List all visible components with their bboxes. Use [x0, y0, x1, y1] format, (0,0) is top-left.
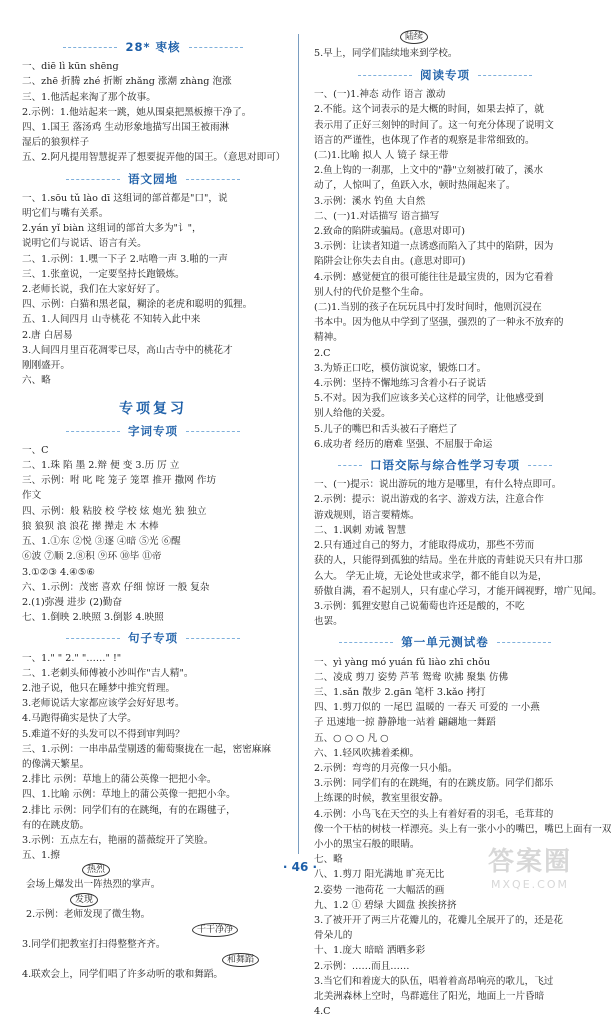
answer-line: 5.不对。因为我们应该多关心这样的同学，让他感受到 [314, 393, 544, 405]
answer-line: 二、1.示例：1.嘿一下子 2.咕噜一声 3.啪的一声 [22, 253, 228, 265]
answer-line: 4.马跑得确实是快了大学。 [22, 713, 137, 725]
answer-line: 的像满天繁星。 [22, 758, 90, 770]
answer-line: 四、示例：般 粘胶 校 学校 炫 炮光 独 独立 [22, 505, 207, 517]
answer-line: 3.当它们和着庞大的队伍，唱着着高昂响亮的歌儿，飞过 [314, 975, 554, 987]
page-number: · 46 · [282, 860, 318, 874]
answer-line: 四、1.国王 落汤鸡 生动形象地描写出国王被雨淋 [22, 122, 230, 134]
watermark-logo [470, 841, 590, 891]
answer-line: 5.儿子的嘴巴和舌头被石子磨烂了 [314, 423, 458, 435]
answer-line: 六、1.示例：茂密 喜欢 仔细 惊讶 一般 复杂 [22, 581, 210, 593]
section-title-zaohe: 28* 枣核 [22, 40, 284, 55]
answer-line: 2.姿势 一池荷花 一大幅活的画 [314, 884, 445, 896]
answer-line: 陷阱会让你失去自由。(意思对即可) [314, 256, 466, 268]
answer-line: 2.只有通过自己的努力，才能取得成功，那些不劳而 [314, 540, 535, 552]
section-title-kouyu: 口语交际与综合性学习专项 [314, 458, 576, 473]
answer-line: 一、(一)1.神态 动作 语言 激动 [314, 89, 446, 101]
answer-line: 一、diē lì kūn shēng [22, 61, 119, 73]
correction-text: 3.同学们把教室打扫得整整齐齐。 [22, 939, 166, 951]
answer-line: 动了，人惊叫了，鱼跃入水，顿时热闹起来了。 [314, 180, 516, 192]
answer-line: 2.示例：提示：说出游戏的名字、游戏方法，注意合作 [314, 494, 544, 506]
answer-line: 三、1.他活起来淘了那个故事。 [22, 91, 156, 103]
watermark-text: 答案圈 [487, 847, 572, 877]
answer-line: 子 迅速地一掠 静静地一站着 翩翩地一舞蹈 [314, 717, 496, 729]
answer-line: 2.池子说，他只在睡梦中推究哲理。 [22, 682, 176, 694]
answer-line: 4.示例：感觉便宜的很可能往往是最宝贵的，因为它看着 [314, 271, 554, 283]
answer-line: 3.了被开开了两三片花瓣儿的，花瓣儿全展开了的，还是花 [314, 914, 563, 926]
answer-line: 别人付的代价是整个生命。 [314, 286, 430, 298]
answer-line: ⑥波 ⑦顺 2.⑧积 ⑨环 ⑩毕 ⑪帝 [22, 551, 162, 563]
answer-line: 五、1.人间四月 山寺桃花 不知转入此中来 [22, 314, 201, 326]
answer-line: 三、示例：咐 叱 咤 笼子 笼罩 推开 撒网 作坊 [22, 475, 217, 487]
answer-line: 2.yán yǐ biàn 这组词的部首大多为"讠"， [22, 223, 202, 235]
answer-line: 四、示例：白猫和黑老鼠，糊涂的老虎和聪明的狐狸。 [22, 299, 253, 311]
answer-line: 明它们与嘴有关系。 [22, 208, 109, 220]
answer-line: 2.排比 示例：同学们有的在跳绳，有的在踢毽子， [22, 804, 236, 816]
answer-line: 七、略 [314, 854, 343, 866]
answer-line: 2.致命的陷阱或骗局。(意思对即可) [314, 226, 465, 238]
answer-line: 八、1.剪刀 阳光满地 旷亮无比 [314, 869, 445, 881]
section-body-yuedu [314, 87, 576, 452]
answer-line: 2.不能。这个词表示的是大概的时间，如果去掉了，就 [314, 104, 544, 116]
answer-line: 刚刚盛开。 [22, 360, 70, 372]
answer-line: 湿后的狼狈样子 [22, 137, 90, 149]
answer-line: 获的人，只能得到孤独的结局。坐在井底的青蛙说天只有井口那 [314, 555, 583, 567]
answer-line: 3.示例：五点左右，艳丽的蔷薇绽开了笑脸。 [22, 834, 214, 846]
answer-line: 七、1.倒映 2.映照 3.倒影 4.映照 [22, 612, 164, 624]
answer-line: 表示用了正好三刻钟的时间了。这一句充分体现了说明文 [314, 119, 554, 131]
section-body-zici [22, 443, 284, 625]
correction-3 [22, 923, 284, 953]
answer-line: 二、1.老刺头师傅被小沙叫作"吉人精"。 [22, 667, 194, 679]
answer-line: 狼 狼狈 浪 浪花 撵 撵走 木 木棒 [22, 520, 159, 532]
correction-bubble: 和舞蹈 [222, 953, 259, 967]
left-column [22, 34, 284, 983]
answer-line: 十、1.庞大 暗暗 洒晒多彩 [314, 945, 426, 957]
answer-line: 3.①②③ 4.④⑤⑥ [22, 566, 95, 578]
answer-line: 上练课的时候，教室里很安静。 [314, 793, 449, 805]
correction-text: 会场上爆发出一阵热烈的掌声。 [26, 879, 161, 891]
answer-line: 2.(1)弥漫 进步 (2)勤奋 [22, 596, 122, 608]
section-body-zaohe [22, 59, 284, 165]
answer-line: 精神。 [314, 332, 343, 344]
answer-line: 小小的黑宝石般的眼睛。 [314, 838, 420, 850]
correction-text: 4.联欢会上，同学们唱了许多动听的歌和舞蹈。 [22, 969, 224, 981]
answer-line: 五、1.①东 ②悦 ③逐 ④暗 ⑤光 ⑥醒 [22, 536, 181, 548]
answer-line: 二、凌成 剪刀 姿势 芦苇 鸳鸯 吹拂 聚集 仿佛 [314, 671, 509, 683]
answer-line: 有的在跳皮筋。 [22, 819, 90, 831]
answer-line: 2.唐 白居易 [22, 329, 73, 341]
answer-line: 北美洲森林上空时，鸟群遮住了阳光，地面上一片昏暗 [314, 990, 545, 1002]
answer-line: 二、(一)1.对话描写 语言描写 [314, 210, 440, 222]
answer-line: 三、1.示例：一串串晶莹剔透的葡萄聚拢在一起，密密麻麻 [22, 743, 271, 755]
section-body-juzi [22, 651, 284, 864]
answer-line: 4.示例：小鸟飞在天空的头上有着好看的羽毛，毛茸茸的 [314, 808, 554, 820]
answer-line: 说明它们与说话、语言有关。 [22, 238, 147, 250]
correction-bubble: 热烈 [82, 863, 110, 877]
answer-line: 3.老师说话大家都应该学会好好思考。 [22, 698, 185, 710]
answer-line: 2.示例：弯弯的月亮像一只小船。 [314, 762, 458, 774]
answer-line: 一、(一)提示：说出游玩的地方是哪里，有什么特点即可。 [314, 479, 562, 491]
answer-line: 2.C [314, 347, 331, 359]
answer-line: 2.排比 示例：草地上的蒲公英像一把把小伞。 [22, 774, 217, 786]
answer-line: 六、略 [22, 375, 51, 387]
answer-line: 2.鱼上钩的一刹那，上文中的"静"立刻被打破了，溪水 [314, 165, 544, 177]
answer-line: 3.示例：同学们有的在跳绳，有的在跳皮筋。同学们都乐 [314, 778, 554, 790]
section-title-unit-test: 第一单元测试卷 [314, 635, 576, 650]
answer-line: 四、1.剪刀似的 一尾巴 温暖的 一春天 可爱的 一小燕 [314, 702, 540, 714]
correction-bubble: 发现 [70, 893, 98, 907]
answer-line: 一、1.sōu tǔ lào dī 这组词的部首都是"口"，说 [22, 192, 228, 204]
answer-line: 2.示例：1.他站起来一跳，她从围桌把黑板擦干净了。 [22, 106, 252, 118]
watermark-url: MXQE.COM [491, 878, 569, 891]
answer-line: 2.老师长说，我们在大家好好了。 [22, 284, 166, 296]
answer-line: (二)1.比喻 拟人 人 镜子 绿王带 [314, 150, 449, 162]
correction-bubble: 陆续 [400, 30, 428, 44]
answer-line: 3.为矫正口吃，模仿演说家，锻炼口才。 [314, 362, 487, 374]
correction-text: 5.早上，同学们陆续地来到学校。 [314, 48, 458, 59]
answer-line: 一、C [22, 444, 49, 456]
answer-line: 二、1.讽刺 劝诫 智慧 [314, 524, 407, 536]
section-title-juzi: 句子专项 [22, 631, 284, 646]
answer-line: 游戏规则，语言要精炼。 [314, 509, 420, 521]
answer-line: 么大。 学无止境，无论处世或求学，都不能自以为是， [314, 570, 548, 582]
correction-bubble: 干干净净 [192, 923, 238, 937]
section-body-yuwen-yuandi [22, 191, 284, 389]
answer-line: 语言的严谨性，也体现了作者的观察是非常细致的。 [314, 134, 535, 146]
correction-4 [22, 953, 284, 983]
answer-line: 九、1.2 ① 碧绿 大圆盘 挨挨挤挤 [314, 899, 457, 911]
section-body-kouyu [314, 477, 602, 629]
answer-line: 像一个干枯的树枝一样漂亮。头上有一张小小的嘴巴，嘴巴上面有一双 [314, 823, 611, 835]
answer-line: 6.成功者 经历的磨难 坚强、不屈服于命运 [314, 438, 493, 450]
column-divider [298, 34, 299, 854]
answer-line: 3.人间四月里百花凋零已尽，高山古寺中的桃花才 [22, 344, 233, 356]
answer-line: 二、1.珠 陷 墨 2.辩 便 变 3.历 厉 立 [22, 460, 180, 472]
answer-line: 3.示例：溪水 钓鱼 大自然 [314, 195, 426, 207]
answer-line: 5.难道不好的头发可以不得到审判吗？ [22, 728, 185, 740]
answer-line: 五、2.阿凡提用智慧捉弄了想要捉弄他的国王。（意思对即可） [22, 152, 286, 164]
section-title-yuedu: 阅读专项 [314, 68, 576, 83]
correction-top [314, 34, 576, 62]
answer-line: 骨朵儿的 [314, 930, 353, 942]
answer-line: 一、yì yàng mó yuán fǔ liào zhī chǒu [314, 656, 491, 668]
answer-line: 一、1." " 2." "……" !" [22, 652, 122, 664]
answer-line: 书本中。因为他从中学到了坚强，强烈的了一种永不放弃的 [314, 317, 564, 329]
answer-line: 三、1.张童说，一定要坚持长跑锻炼。 [22, 268, 185, 280]
section-title-yuwen-yuandi: 语文园地 [22, 172, 284, 187]
answer-line: 五、1.擦 [22, 850, 60, 862]
answer-line: 4.示例：坚持不懈地练习含着小石子说话 [314, 378, 487, 390]
answer-line: 2.示例：……而且…… [314, 960, 410, 972]
answer-line: 也罢。 [314, 616, 343, 628]
answer-line: 四、1.比喻 示例：草地上的蒲公英像一把把小伞。 [22, 789, 236, 801]
answer-line: 五、○ ○ ○ 凡 ○ [314, 732, 389, 744]
answer-line: 作文 [22, 490, 42, 502]
section-body-unit-test [314, 655, 611, 1019]
answer-line: 4.C [314, 1006, 331, 1018]
correction-2 [22, 893, 284, 923]
section-title-ziciz: 字词专项 [22, 424, 284, 439]
answer-line: 骄傲自满，看不起别人，只有虚心学习，才能开阔视野，增广见闻。 [314, 585, 602, 597]
answer-line: 3.示例：让读者知道一点诱惑而陷入了其中的陷阱，因为 [314, 241, 554, 253]
answer-line: 六、1.轻风吹拂着柔柳。 [314, 747, 420, 759]
answer-line: 二、zhē 折腾 zhé 折断 zhǎng 涨潮 zhàng 泡涨 [22, 76, 232, 88]
answer-line: 三、1.sǎn 散步 2.gān 笔杆 3.kǎo 拷打 [314, 686, 486, 698]
answer-line: 3.示例：狐狸安慰自己说葡萄也许还是酸的，不吃 [314, 600, 525, 612]
answer-line: (二)1.当别的孩子在玩玩具中打发时间时，他则沉浸在 [314, 302, 542, 314]
big-title-special-review: 专项复习 [119, 401, 187, 418]
correction-text: 2.示例：老师发现了微生物。 [26, 909, 151, 921]
answer-line: 别人给他的关爱。 [314, 408, 391, 420]
